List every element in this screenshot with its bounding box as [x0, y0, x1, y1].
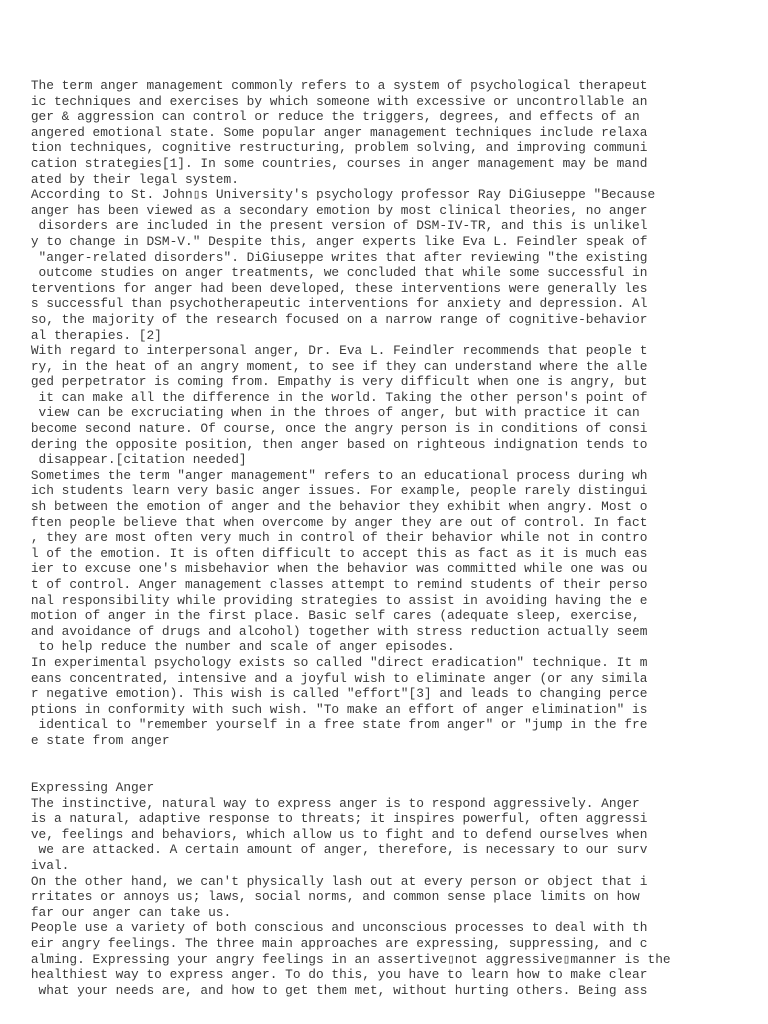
text-line: eans concentrated, intensive and a joyful wish to eliminate anger (or any simila: [0, 670, 648, 686]
text-line: outcome studies on anger treatments, we concluded that while some successful in: [0, 265, 648, 281]
text-line: motion of anger in the first place. Basic self cares (adequate sleep, exercise,: [0, 608, 640, 624]
text-line: nal responsibility while providing strategies to assist in avoiding having the e: [0, 592, 648, 608]
text-line: ic techniques and exercises by which someone with excessive or uncontrollable an: [0, 93, 648, 109]
text-line: alming. Expressing your angry feelings in an assertive▯not aggressive▯manner is the: [0, 951, 671, 967]
text-line: In experimental psychology exists so called "direct eradication" technique. It m: [0, 654, 648, 670]
text-line: healthiest way to express anger. To do this, you have to learn how to make clear: [0, 967, 648, 983]
text-line: far our anger can take us.: [0, 904, 232, 920]
text-line: People use a variety of both conscious and unconscious processes to deal with th: [0, 920, 648, 936]
text-line: ged perpetrator is coming from. Empathy is very difficult when one is angry, but: [0, 374, 648, 390]
text-line: we are attacked. A certain amount of anger, therefore, is necessary to our surv: [0, 842, 648, 858]
text-line: to help reduce the number and scale of anger episodes.: [0, 639, 455, 655]
text-line: With regard to interpersonal anger, Dr. Eva L. Feindler recommends that people t: [0, 343, 648, 359]
text-line: and avoidance of drugs and alcohol) together with stress reduction actually seem: [0, 623, 648, 639]
text-line: so, the majority of the research focused on a narrow range of cognitive-behavior: [0, 311, 648, 327]
text-line: The term anger management commonly refers to a system of psychological therapeut: [0, 78, 648, 93]
text-line: , they are most often very much in control of their behavior while not in contro: [0, 530, 648, 546]
text-line: ve, feelings and behaviors, which allow us to fight and to defend ourselves when: [0, 826, 648, 842]
text-line: e state from anger: [0, 732, 170, 748]
text-line: al therapies. [2]: [0, 327, 162, 343]
text-line: rritates or annoys us; laws, social norms, and common sense place limits on how: [0, 889, 640, 905]
text-line: it can make all the difference in the world. Taking the other person's point of: [0, 389, 648, 405]
text-line: "anger-related disorders". DiGiuseppe writes that after reviewing "the existing: [0, 249, 648, 265]
text-line: On the other hand, we can't physically lash out at every person or object that i: [0, 873, 648, 889]
text-line: r negative emotion). This wish is called "effort"[3] and leads to changing perce: [0, 686, 648, 702]
text-line: disappear.[citation needed]: [0, 452, 247, 468]
text-line: ich students learn very basic anger issues. For example, people rarely distingui: [0, 483, 648, 499]
text-line: sh between the emotion of anger and the behavior they exhibit when angry. Most o: [0, 499, 648, 515]
text-line: identical to "remember yourself in a free state from anger" or "jump in the fre: [0, 717, 648, 733]
text-line: dering the opposite position, then anger based on righteous indignation tends to: [0, 436, 648, 452]
text-line: According to St. John▯s University's psychology professor Ray DiGiuseppe "Because: [0, 187, 656, 203]
text-line: l of the emotion. It is often difficult to accept this as fact as it is much eas: [0, 545, 648, 561]
text-line: cation strategies[1]. In some countries, courses in anger management may be mand: [0, 155, 648, 171]
text-block-expressing-anger: [0, 780, 671, 998]
text-line: terventions for anger had been developed, these interventions were generally les: [0, 280, 648, 296]
text-line: tion techniques, cognitive restructuring, problem solving, and improving communi: [0, 140, 648, 156]
text-line: view can be excruciating when in the throes of anger, but with practice it can: [0, 405, 640, 421]
text-line: ften people believe that when overcome by anger they are out of control. In fact: [0, 514, 648, 530]
text-line: disorders are included in the present version of DSM-IV-TR, and this is unlikel: [0, 218, 648, 234]
text-line: eir angry feelings. The three main approaches are expressing, suppressing, and c: [0, 935, 648, 951]
text-line: ger & aggression can control or reduce the triggers, degrees, and effects of an: [0, 109, 640, 125]
text-line: t of control. Anger management classes attempt to remind students of their perso: [0, 577, 648, 592]
text-line: y to change in DSM-V." Despite this, anger experts like Eva L. Feindler speak of: [0, 233, 648, 249]
text-line: ry, in the heat of an angry moment, to see if they can understand where the alle: [0, 358, 648, 374]
text-line: Sometimes the term "anger management" refers to an educational process during wh: [0, 467, 648, 483]
text-line: angered emotional state. Some popular anger management techniques include relaxa: [0, 124, 648, 140]
text-line: Expressing Anger: [0, 780, 155, 795]
text-line: is a natural, adaptive response to threats; it inspires powerful, often aggressi: [0, 811, 648, 827]
text-line: ated by their legal system.: [0, 171, 239, 187]
text-line: what your needs are, and how to get them met, without hurting others. Being ass: [0, 982, 648, 998]
text-line: ival.: [0, 857, 70, 873]
text-line: The instinctive, natural way to express anger is to respond aggressively. Anger: [0, 795, 640, 811]
text-line: ptions in conformity with such wish. "To make an effort of anger elimination" is: [0, 701, 648, 717]
text-line: ier to excuse one's misbehavior when the behavior was committed while one was ou: [0, 561, 648, 577]
text-block-anger-management: [0, 78, 655, 749]
text-line: anger has been viewed as a secondary emotion by most clinical theories, no anger: [0, 202, 648, 218]
text-line: s successful than psychotherapeutic interventions for anxiety and depression. Al: [0, 296, 648, 312]
text-line: become second nature. Of course, once the angry person is in conditions of consi: [0, 421, 648, 437]
